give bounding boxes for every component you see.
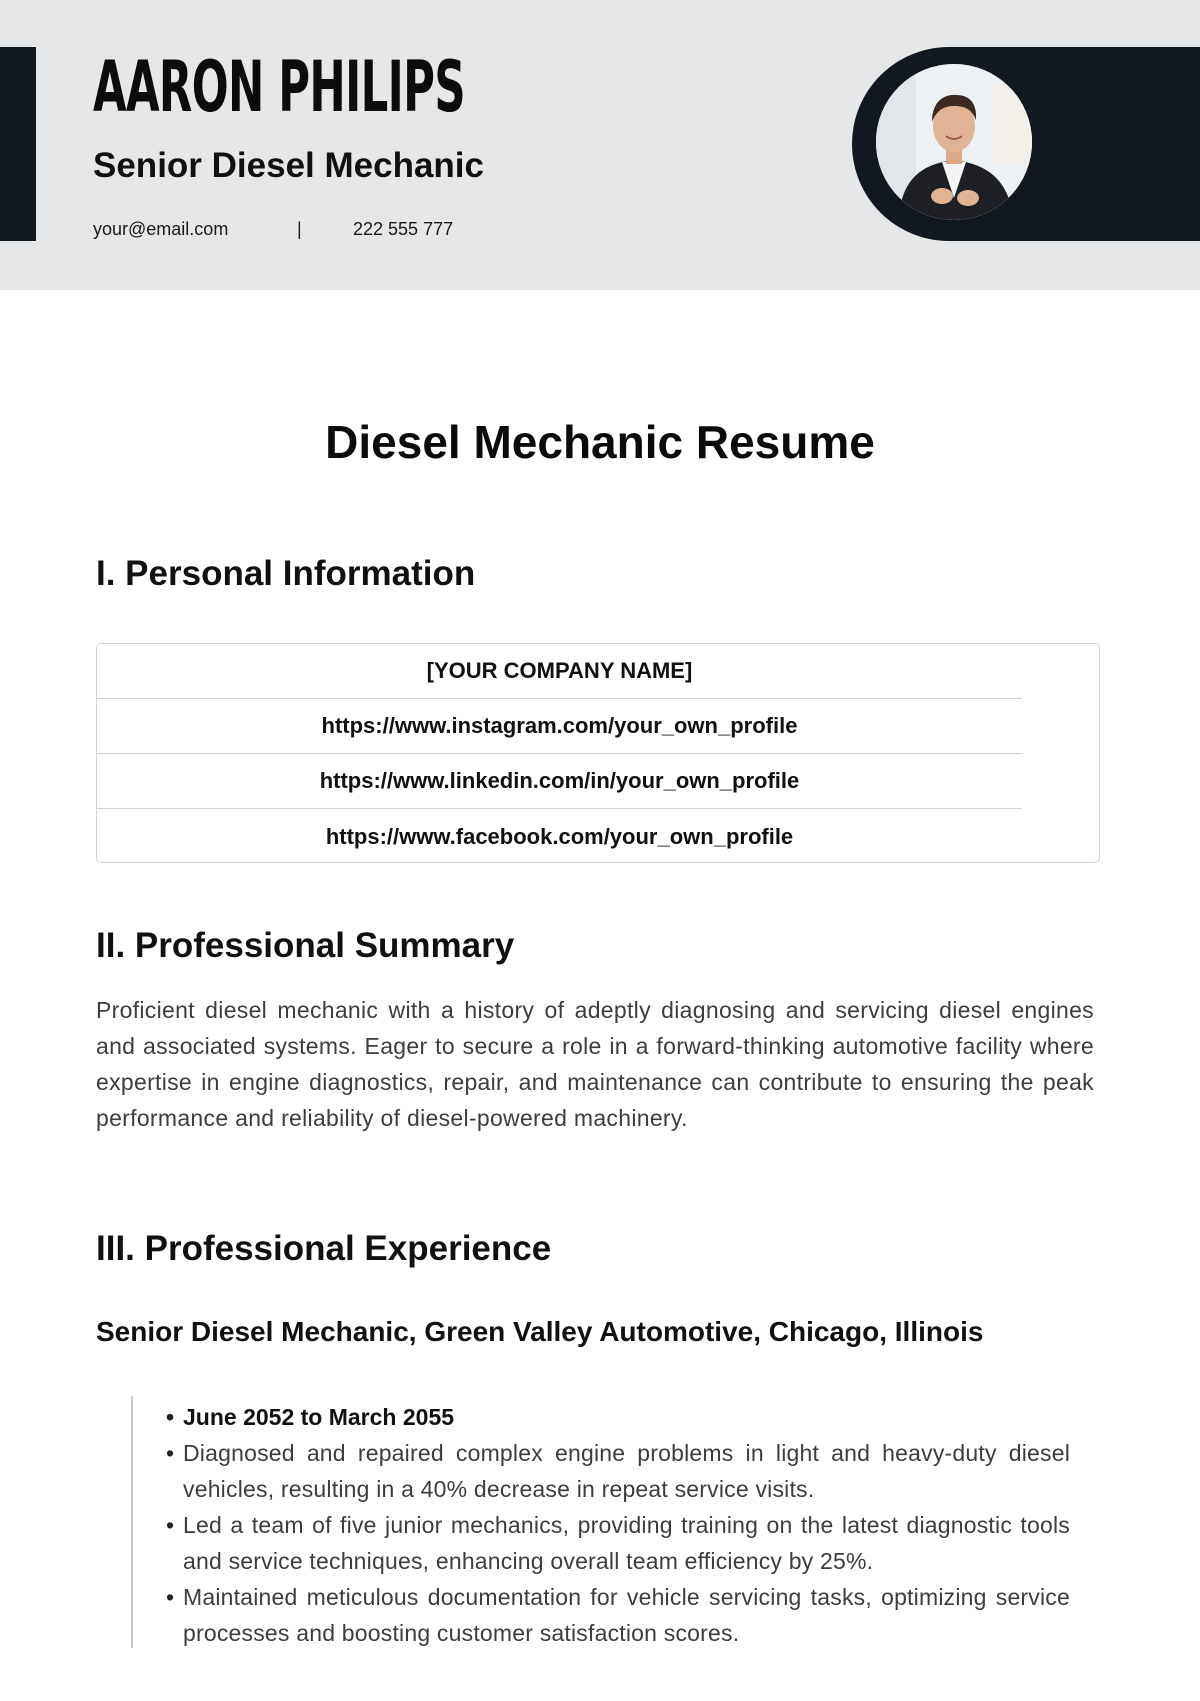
header-left-accent bbox=[0, 47, 36, 241]
section-heading-personal-information: I. Personal Information bbox=[96, 554, 476, 593]
personal-information-table bbox=[96, 643, 1100, 863]
list-item: • Led a team of five junior mechanics, providing training on the latest diagnostic tools and service techniques, enhancing overall team efficiency by 25%. bbox=[166, 1507, 1070, 1579]
company-name-row: [YOUR COMPANY NAME] bbox=[97, 644, 1022, 699]
linkedin-link-row[interactable]: https://www.linkedin.com/in/your_own_profile bbox=[97, 754, 1022, 809]
contact-phone: 222 555 777 bbox=[353, 219, 454, 239]
section-heading-professional-summary: II. Professional Summary bbox=[96, 926, 515, 965]
experience-bullet-list bbox=[166, 1399, 1070, 1651]
document-title: Diesel Mechanic Resume bbox=[325, 416, 875, 468]
profile-photo bbox=[876, 64, 1032, 220]
experience-divider bbox=[131, 1396, 133, 1648]
list-item: • Maintained meticulous documentation for vehicle servicing tasks, optimizing service processes and boosting customer satisfaction scores. bbox=[166, 1579, 1070, 1651]
job-title: Senior Diesel Mechanic, Green Valley Automotive, Chicago, Illinois bbox=[96, 1316, 984, 1347]
contact-email: your@email.com bbox=[93, 219, 229, 239]
list-item: • Diagnosed and repaired complex engine problems in light and heavy-duty diesel vehicles, resulting in a 40% decrease in repeat service visits. bbox=[166, 1435, 1070, 1507]
profile-photo-image bbox=[876, 64, 1032, 220]
contact-separator: | bbox=[297, 219, 302, 239]
candidate-role: Senior Diesel Mechanic bbox=[93, 146, 484, 185]
job-dates: • June 2052 to March 2055 bbox=[166, 1399, 1070, 1435]
instagram-link-row[interactable]: https://www.instagram.com/your_own_profile bbox=[97, 699, 1022, 754]
candidate-name: AARON PHILIPS bbox=[93, 46, 466, 128]
section-heading-professional-experience: III. Professional Experience bbox=[96, 1229, 552, 1268]
facebook-link-row[interactable]: https://www.facebook.com/your_own_profile bbox=[325, 823, 794, 849]
professional-summary-text: Proficient diesel mechanic with a history of adeptly diagnosing and servicing diesel engines and associated systems. Eager to secure a role in a forward-thinking automotive facility where expertise in engine diagnostics, repair, and maintenance can contribute to ensuring the peak performance and reliability of diesel-powered machinery. bbox=[96, 997, 1094, 1131]
